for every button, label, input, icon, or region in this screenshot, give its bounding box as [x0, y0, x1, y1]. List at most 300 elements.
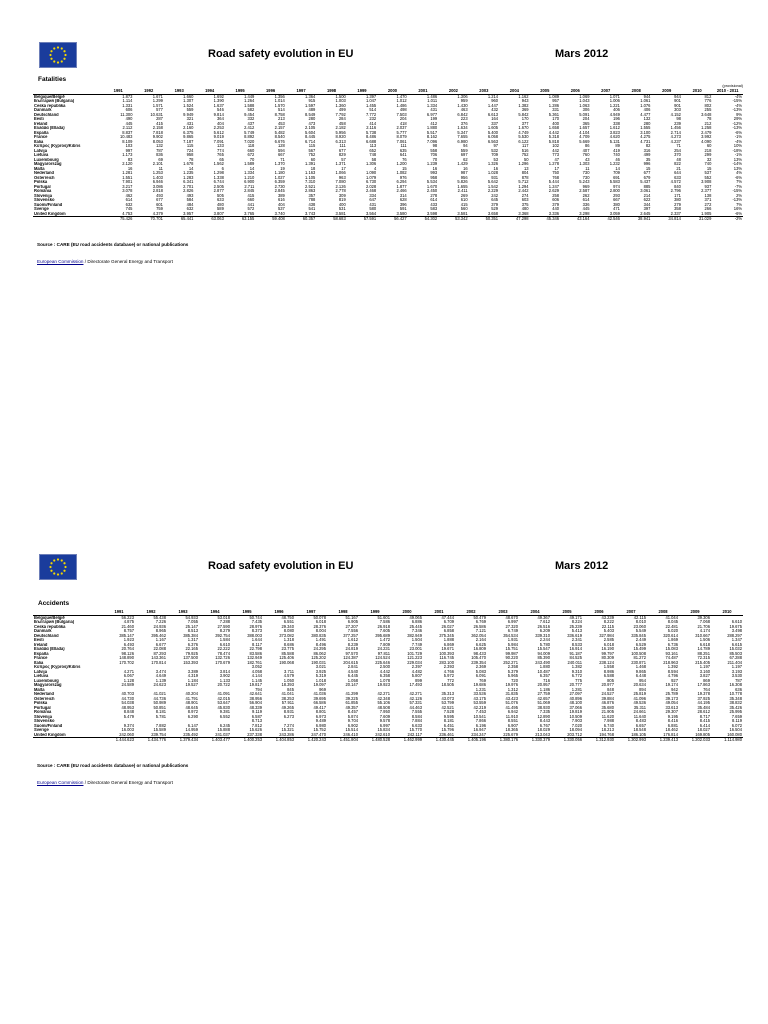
table-cell: 4.273: [670, 135, 681, 139]
table-cell: 5.091: [579, 112, 590, 117]
country-name: Lietuva: [34, 674, 49, 678]
table-cell: 4.753: [122, 211, 133, 216]
table-cell: 48.670: [505, 615, 518, 620]
table-cell: 74.487: [665, 656, 678, 660]
table-cell: 5.818: [548, 139, 560, 144]
table-cell: 1.145: [251, 678, 262, 683]
table-cell: 6.905: [347, 620, 358, 624]
table-cell: 53: [493, 157, 499, 162]
table-cell: 314: [399, 193, 407, 198]
table-cell: 987: [460, 171, 468, 175]
table-cell: 111: [400, 144, 407, 148]
table-cell: 636: [735, 687, 742, 692]
commission-credit: [37, 259, 743, 264]
table-cell: 43.423: [505, 696, 518, 701]
table-cell: 55.106: [377, 701, 390, 705]
total-cell: 1.451.804: [327, 738, 359, 743]
table-cell: 7.020: [244, 139, 255, 144]
table-cell: 42.657: [537, 696, 550, 701]
table-cell: 98.433: [473, 651, 486, 656]
table-cell: 1.089: [548, 94, 560, 99]
table-cell: 1.456: [670, 126, 681, 130]
table-cell: 1.397: [365, 94, 377, 99]
table-cell: 1.364: [305, 94, 316, 99]
total-cell: 1.420.243: [295, 738, 327, 743]
table-cell: 9.195: [667, 714, 678, 719]
total-cell: 1.405.196: [455, 738, 487, 743]
table-cell: 41.495: [505, 705, 518, 710]
table-cell: 332: [247, 117, 255, 121]
table-cell: 1.589: [244, 162, 255, 166]
table-cell: 759: [156, 207, 163, 211]
table-cell: 516: [521, 148, 529, 153]
table-cell: 709: [491, 153, 499, 157]
country-name: Slovensko: [34, 198, 55, 202]
year-header: 1999: [347, 89, 377, 94]
table-cell: 2.412: [244, 126, 255, 130]
total-row: [33, 217, 743, 222]
table-cell: 8.594: [667, 669, 678, 674]
table-cell: 667: [277, 153, 285, 157]
table-cell: 26.027: [441, 624, 454, 629]
table-cell: 1.571: [152, 103, 163, 108]
table-cell: 6.767: [539, 723, 550, 728]
table-cell: 51.076: [505, 701, 518, 705]
table-cell: 6.414: [699, 723, 710, 728]
table-cell: 400: [552, 121, 560, 126]
table-cell: 415: [156, 121, 163, 126]
table-cell: 1.312: [507, 687, 518, 692]
table-cell: 242: [491, 193, 499, 198]
table-cell: 26.586: [473, 624, 486, 629]
table-cell: 4: [373, 166, 377, 171]
table-cell: 5.984: [507, 642, 518, 647]
table-cell: 6.587: [251, 714, 262, 719]
total-cell: 70.701: [133, 217, 163, 222]
table-cell: 7.121: [475, 629, 486, 633]
commission-link[interactable]: European Commission: [37, 779, 84, 785]
table-cell: 85.503: [729, 651, 742, 656]
table-cell: 6.610: [219, 642, 230, 647]
year-header: 1996: [263, 610, 295, 615]
table-cell: 6.881: [667, 723, 678, 728]
table-cell: 2.157: [274, 126, 285, 130]
table-cell: 377: [521, 121, 529, 126]
total-cell: 56.427: [377, 217, 407, 222]
flag-star: [49, 566, 51, 568]
table-cell: 213.043: [535, 732, 550, 737]
year-header: 2004: [519, 610, 551, 615]
report-title: Road safety evolution in EU: [208, 48, 354, 60]
table-cell: 15.514: [345, 728, 358, 732]
country-name: Slovenija: [34, 714, 52, 719]
table-cell: 19.819: [569, 710, 582, 714]
total-cell: 63.063: [194, 217, 224, 222]
table-cell: 633: [674, 175, 681, 180]
table-cell: -12%: [732, 121, 742, 126]
table-cell: 371: [704, 198, 712, 202]
table-cell: 100.508: [631, 651, 646, 656]
table-cell: 19.378: [697, 692, 710, 696]
table-cell: 6.375: [183, 130, 194, 135]
table-cell: 1.931: [507, 638, 518, 642]
table-cell: 395.462: [151, 633, 166, 638]
table-cell: 4.949: [609, 112, 620, 117]
table-cell: 8.443: [539, 719, 550, 723]
table-cell: 40.204: [185, 692, 198, 696]
table-cell: 4.482: [411, 669, 422, 674]
table-cell: 103: [125, 144, 133, 148]
table-cell: 11.640: [633, 714, 646, 719]
table-cell: 7.091: [213, 139, 224, 144]
table-cell: 98: [676, 117, 681, 121]
table-cell: 8.416: [667, 719, 678, 723]
table-cell: 310.667: [695, 633, 710, 638]
table-cell: 1.078: [379, 678, 390, 683]
table-cell: 8.053: [152, 139, 163, 144]
table-cell: 16.914: [569, 647, 582, 651]
table-cell: 1.558: [603, 665, 614, 669]
table-cell: 3.807: [213, 211, 224, 216]
table-cell: 3.823: [609, 130, 620, 135]
table-cell: 894: [639, 687, 646, 692]
table-cell: 441: [247, 202, 255, 207]
table-cell: 1.247: [548, 184, 560, 189]
table-cell: 234.247: [471, 732, 486, 737]
country-name: Österreich: [34, 696, 55, 701]
table-cell: 2.701: [183, 184, 194, 189]
table-cell: 5.781: [155, 714, 166, 719]
table-cell: 11: [158, 166, 163, 171]
table-cell: 2.397: [411, 665, 422, 669]
table-cell: 1.082: [396, 171, 407, 175]
table-cell: 885: [643, 184, 651, 189]
country-name: Deutschland: [34, 633, 59, 638]
table-cell: 6.245: [219, 723, 230, 728]
table-cell: 20.777: [569, 683, 582, 687]
table-cell: 5.780: [539, 642, 550, 647]
table-cell: 7.055: [187, 620, 198, 624]
table-cell: 18.027: [697, 728, 710, 732]
table-cell: 1.139: [155, 678, 166, 683]
total-cell: 1.239.413: [647, 738, 679, 743]
country-name: Česká republika: [34, 624, 66, 629]
table-cell: 85.588: [281, 651, 294, 656]
table-cell: 6.676: [274, 139, 285, 144]
table-cell: 7.818: [152, 130, 163, 135]
eu-flag-icon: [39, 554, 77, 580]
table-cell: 18.462: [665, 728, 678, 732]
total-row: [33, 738, 743, 743]
table-cell: 614: [430, 198, 438, 202]
total-cell: 1.434.776: [135, 738, 167, 743]
table-cell: 6.341: [183, 180, 194, 184]
table-cell: 117: [522, 144, 529, 148]
table-cell: 8.584: [411, 714, 422, 719]
country-name: France: [34, 135, 48, 139]
country-name: Ελλάδα (Ellada): [34, 126, 65, 130]
table-cell: 7.884: [411, 719, 422, 723]
table-cell: 16.947: [473, 728, 486, 732]
table-cell: 558: [430, 148, 438, 153]
table-cell: 6.749: [507, 629, 518, 633]
table-cell: 1.491: [315, 638, 326, 642]
table-cell: 1.347: [731, 638, 742, 642]
table-cell: 431: [430, 108, 438, 112]
table-cell: 5.777: [396, 130, 407, 135]
table-cell: 788: [308, 198, 316, 202]
table-cell: 57.331: [409, 701, 422, 705]
table-cell: 13%: [733, 157, 742, 162]
table-cell: 5.874: [347, 714, 358, 719]
table-cell: 514: [369, 108, 377, 112]
report-title: Road safety evolution in EU: [208, 560, 354, 572]
table-cell: 6.493: [123, 642, 134, 647]
table-cell: 15.751: [505, 647, 518, 651]
table-cell: 99.797: [601, 651, 614, 656]
table-cell: 760: [582, 153, 590, 157]
table-cell: 24.623: [153, 683, 166, 687]
table-cell: 9.454: [244, 112, 255, 117]
table-cell: 7.226: [155, 620, 166, 624]
table-cell: 288.297: [727, 633, 742, 638]
table-cell: 50.989: [153, 701, 166, 705]
table-cell: 365: [582, 121, 590, 126]
table-cell: 672: [247, 153, 255, 157]
table-cell: 1.299: [152, 99, 163, 103]
source-note: Source : CARE (EU road accidents database) or national publications: [37, 762, 189, 768]
table-cell: 316: [643, 148, 651, 153]
table-cell: 320.614: [663, 633, 678, 638]
table-cell: 1.877: [396, 184, 407, 189]
table-cell: 49.367: [537, 615, 550, 620]
flag-star: [63, 50, 65, 52]
table-cell: 5.826: [457, 180, 468, 184]
table-cell: 404: [217, 121, 224, 126]
table-cell: 531: [338, 207, 346, 211]
table-cell: 100.393: [439, 651, 454, 656]
table-cell: 2.341: [571, 638, 582, 642]
table-cell: 9.381: [219, 710, 230, 714]
table-cell: 11.910: [505, 714, 518, 719]
table-cell: 2.116: [366, 126, 377, 130]
table-cell: 20.147: [345, 683, 358, 687]
table-cell: 380.835: [311, 633, 326, 638]
table-cell: 56.904: [249, 701, 262, 705]
table-cell: 10%: [733, 144, 742, 148]
table-cell: 262: [582, 193, 590, 198]
table-cell: 8.801: [315, 710, 326, 714]
table-cell: 28.612: [697, 710, 710, 714]
table-cell: 56.223: [121, 615, 134, 620]
table-cell: 787: [735, 678, 742, 683]
table-cell: 764: [703, 687, 710, 692]
table-cell: -4%: [734, 139, 742, 144]
table-cell: 83: [127, 157, 133, 162]
table-cell: 138: [704, 193, 712, 198]
table-cell: 28.376: [313, 624, 326, 629]
table-cell: 97.570: [345, 651, 358, 656]
total-cell: 54.302: [408, 217, 438, 222]
table-cell: 357: [308, 193, 316, 198]
country-name: Luxembourg: [34, 157, 59, 162]
table-cell: 21.905: [601, 710, 614, 714]
table-cell: 432: [491, 108, 499, 112]
table-cell: 7.453: [475, 710, 486, 714]
table-cell: 35.680: [601, 705, 614, 710]
table-cell: 20.634: [633, 683, 646, 687]
table-cell: 5.965: [507, 674, 518, 678]
table-cell: 724: [186, 148, 194, 153]
table-cell: 86: [584, 144, 590, 148]
table-cell: 6.018: [315, 620, 326, 624]
table-cell: 1.235: [183, 171, 194, 175]
table-cell: 42.348: [377, 696, 390, 701]
table-cell: 28.976: [249, 624, 262, 629]
table-cell: 7.792: [335, 112, 346, 117]
table-cell: 24.231: [377, 647, 390, 651]
table-cell: 7.749: [411, 642, 422, 647]
table-cell: 956: [460, 175, 468, 180]
table-cell: 594: [277, 148, 285, 153]
table-cell: 1.470: [396, 94, 407, 99]
table-cell: 15.032: [729, 647, 742, 651]
table-cell: 4.271: [123, 669, 134, 674]
table-cell: 5.437: [640, 180, 651, 184]
table-cell: 47.444: [441, 615, 454, 620]
table-cell: 438: [308, 202, 316, 207]
table-cell: 1.027: [274, 175, 285, 180]
table-cell: 433: [430, 202, 438, 207]
table-cell: 582: [247, 108, 255, 112]
table-cell: 53.647: [217, 701, 230, 705]
table-cell: 7.605: [379, 629, 390, 633]
table-cell: 15: [402, 166, 407, 171]
table-cell: 774: [217, 148, 224, 153]
table-cell: 407: [582, 148, 590, 153]
table-cell: 610: [460, 198, 468, 202]
table-cell: 78.474: [217, 651, 230, 656]
table-cell: 1.066: [335, 171, 346, 175]
table-cell: 27.320: [505, 624, 518, 629]
table-cell: 2.160: [183, 126, 194, 130]
table-cell: 132.726: [215, 656, 230, 660]
table-cell: 35.426: [729, 705, 742, 710]
year-header: 2007: [591, 89, 621, 94]
table-cell: 26.516: [537, 624, 550, 629]
table-cell: 43.175: [473, 696, 486, 701]
table-cell: 8.837: [122, 130, 133, 135]
table-cell: 7.866: [475, 719, 486, 723]
year-header: 2001: [423, 610, 455, 615]
table-cell: 1.317: [187, 638, 198, 642]
table-cell: 15.083: [665, 647, 678, 651]
table-cell: 8.004: [315, 629, 326, 633]
table-cell: 21.460: [121, 624, 134, 629]
table-cell: 4.237: [670, 139, 681, 144]
table-cell: 8.415: [699, 719, 710, 723]
table-cell: 480: [217, 202, 224, 207]
table-cell: 3.902: [219, 674, 230, 678]
table-cell: 3.827: [699, 674, 710, 678]
table-cell: 48.100: [569, 701, 582, 705]
table-cell: 18.548: [633, 728, 646, 732]
year-header: 1993: [167, 610, 199, 615]
year-header: 1991: [103, 89, 133, 94]
flag-star: [61, 60, 63, 62]
table-cell: 2.714: [670, 130, 681, 135]
commission-link[interactable]: European Commission: [37, 258, 84, 264]
table-cell: 71: [676, 144, 681, 148]
table-cell: 97: [493, 144, 499, 148]
table-cell: 242.117: [407, 732, 422, 737]
total-cell: 1.480.528: [359, 738, 391, 743]
table-cell: 17.493: [409, 683, 422, 687]
table-cell: 677: [156, 198, 163, 202]
table-cell: 1.167: [155, 638, 166, 642]
table-cell: 9.595: [443, 714, 454, 719]
table-cell: 48.953: [121, 705, 134, 710]
table-cell: 70: [432, 157, 438, 162]
table-cell: 1.390: [213, 99, 224, 103]
table-cell: 660: [247, 198, 255, 202]
table-cell: 25.239: [569, 624, 582, 629]
year-header: 2007: [615, 610, 647, 615]
table-cell: 750: [552, 171, 560, 175]
year-header: 2005: [551, 610, 583, 615]
total-cell: 65.441: [164, 217, 194, 222]
table-cell: 385.384: [183, 633, 198, 638]
table-cell: 632: [186, 207, 194, 211]
table-cell: 8.757: [123, 629, 134, 633]
table-cell: 4.275: [640, 135, 651, 139]
table-cell: 5.479: [123, 714, 134, 719]
table-cell: 552: [704, 175, 712, 180]
table-cell: 15.752: [313, 728, 326, 732]
table-cell: 1.028: [487, 171, 499, 175]
table-cell: 6.677: [155, 642, 166, 647]
table-cell: 78: [188, 157, 194, 162]
table-cell: 41.091: [217, 692, 230, 696]
table-cell: 6.273: [283, 714, 294, 719]
country-name: Danmark: [34, 108, 52, 112]
table-cell: 88.251: [697, 651, 710, 656]
table-cell: 869: [703, 678, 710, 683]
country-name: Ελλάδα (Ellada): [34, 647, 65, 651]
table-cell: 32: [706, 157, 712, 162]
table-cell: 8.445: [305, 135, 316, 139]
table-cell: 1.370: [274, 162, 285, 166]
table-cell: 25.147: [185, 624, 198, 629]
table-cell: 239.754: [151, 732, 166, 737]
table-cell: 13: [524, 166, 529, 171]
table-cell: 27.590: [217, 624, 230, 629]
table-cell: 19.817: [249, 683, 262, 687]
table-cell: 546: [217, 108, 224, 112]
table-cell: 583: [430, 207, 438, 211]
table-cell: 6.359: [274, 180, 285, 184]
table-cell: 1.076: [640, 103, 651, 108]
table-cell: 3.743: [305, 211, 316, 216]
table-cell: 2.711: [244, 184, 255, 189]
table-cell: 1.678: [183, 162, 194, 166]
table-cell: 5.842: [518, 112, 529, 117]
table-cell: 396: [399, 202, 407, 207]
table-cell: 445: [125, 121, 133, 126]
table-cell: 2.120: [122, 162, 133, 166]
table-cell: 9.310: [571, 669, 582, 674]
table-cell: 2.369: [475, 665, 486, 669]
